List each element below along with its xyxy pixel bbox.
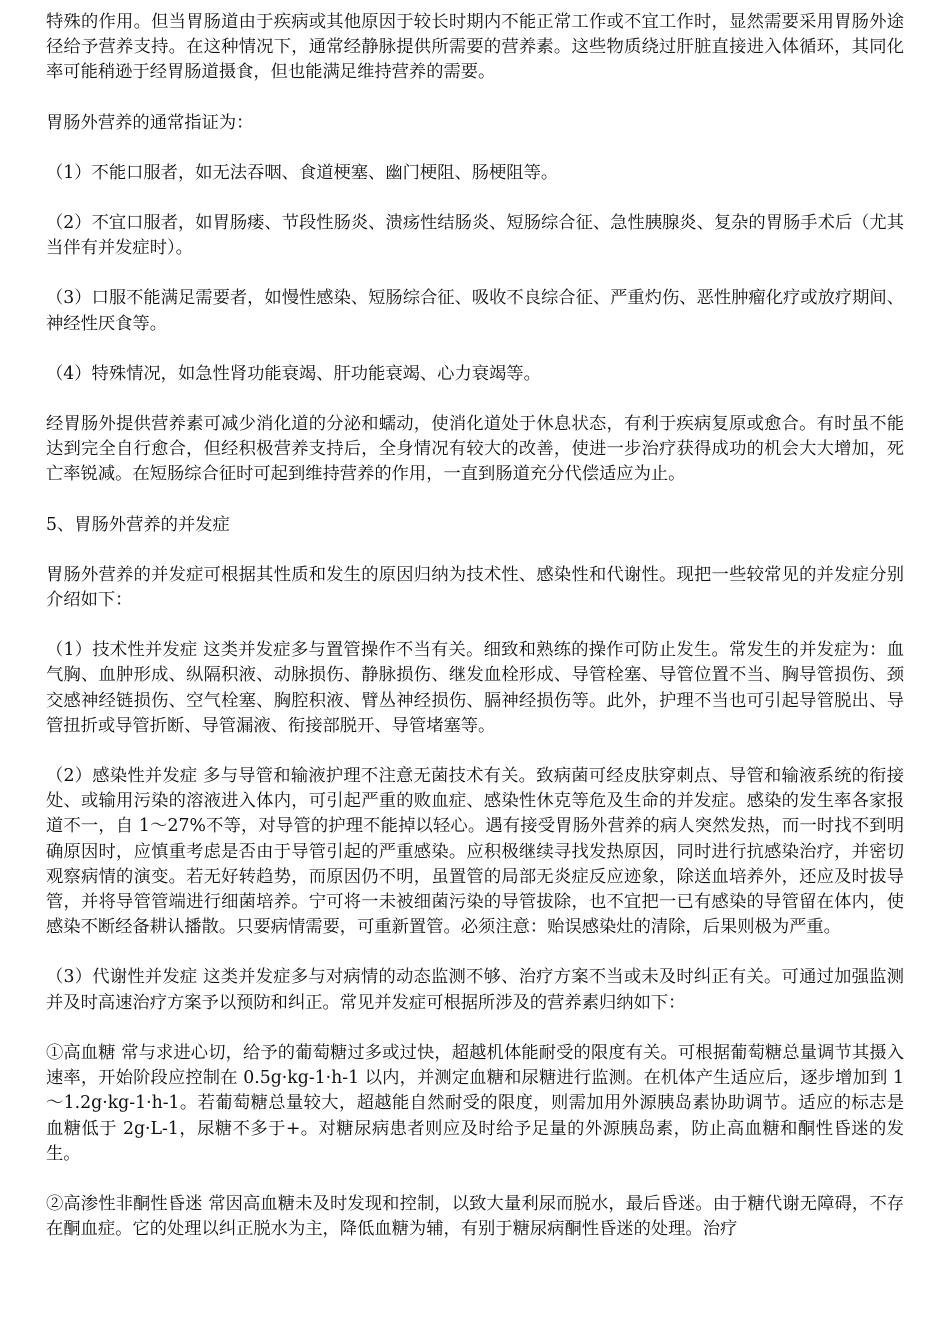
paragraph-hyperosmolar-coma: ②高渗性非酮性昏迷 常因高血糖未及时发现和控制，以致大量利尿而脱水，最后昏迷。由于糖代谢无障碍，不存在酮血症。它的处理以纠正脱水为主，降低血糖为辅，有别于糖尿病酮性昏迷的处理。治疗 (46, 1193, 904, 1240)
paragraph-hyperglycemia: ①高血糖 常与求进心切，给予的葡萄糖过多或过快，超越机体能耐受的限度有关。可根据葡萄糖总量调节其摄入速率，开始阶段应控制在 0.5g·kg-1·h-1 以内，并测定血糖和尿糖进行监测。在机体产生适应后，逐步增加到 1～1.2g·kg-1·h-1。若葡萄糖总量较大，超越能自然耐受的限度，则需加用外源胰岛素协助调节。适应的标志是血糖低于 2g·L-1，尿糖不多于+。对糖尿病患者则应及时给予足量的外源胰岛素，防止高血糖和酮性昏迷的发生。 (46, 1042, 904, 1164)
paragraph-indication-4: （4）特殊情况，如急性肾功能衰竭、肝功能衰竭、心力衰竭等。 (46, 363, 541, 384)
paragraph-complications-intro: 胃肠外营养的并发症可根据其性质和发生的原因归纳为技术性、感染性和代谢性。现把一些较常见的并发症分别介绍如下： (46, 564, 904, 611)
section-heading-complications: 5、胃肠外营养的并发症 (46, 514, 230, 535)
paragraph-benefits: 经胃肠外提供营养素可减少消化道的分泌和蠕动，使消化道处于休息状态，有利于疾病复原或愈合。有时虽不能达到完全自行愈合，但经积极营养支持后，全身情况有较大的改善，使进一步治疗获得成功的机会大大增加，死亡率锐减。在短肠综合征时可起到维持营养的作用，一直到肠道充分代偿适应为止。 (46, 414, 904, 485)
paragraph-indication-1: （1）不能口服者，如无法吞咽、食道梗塞、幽门梗阻、肠梗阻等。 (46, 162, 559, 183)
paragraph-parenteral-intro: 特殊的作用。但当胃肠道由于疾病或其他原因于较长时期内不能正常工作或不宜工作时，显然需要采用胃肠外途径给予营养支持。在这种情况下，通常经静脉提供所需要的营养素。这些物质绕过肝脏直接进入体循环，其同化率可能稍逊于经胃肠道摄食，但也能满足维持营养的需要。 (46, 12, 904, 83)
paragraph-indication-3: （3）口服不能满足需要者，如慢性感染、短肠综合征、吸收不良综合征、严重灼伤、恶性肿瘤化疗或放疗期间、神经性厌食等。 (46, 288, 904, 334)
paragraph-indication-2: （2）不宜口服者，如胃肠瘘、节段性肠炎、溃疡性结肠炎、短肠综合征、急性胰腺炎、复杂的胃肠手术后（尤其当伴有并发症时）。 (46, 213, 904, 259)
paragraph-infectious-complications: （2）感染性并发症 多与导管和输液护理不注意无菌技术有关。致病菌可经皮肤穿刺点、导管和输液系统的衔接处、或输用污染的溶液进入体内，可引起严重的败血症、感染性休克等危及生命的并发症。感染的发生率各家报道不一，自 1～27%不等，对导管的护理不能掉以轻心。遇有接受胃肠外营养的病人突然发热，而一时找不到明确原因时，应慎重考虑是否由于导管引起的严重感染。应积极继续寻找发热原因，同时进行抗感染治疗，并密切观察病情的演变。若无好转趋势，而原因仍不明，虽置管的局部无炎症反应迹象，除送血培养外，还应及时拔导管，并将导管管端进行细菌培养。宁可将一未被细菌污染的导管拔除，也不宜把一已有感染的导管留在体内，使感染不断经备耕认播散。只要病情需要，可重新置管。必须注意：贻误感染灶的清除，后果则极为严重。 (46, 766, 904, 938)
paragraph-metabolic-complications: （3）代谢性并发症 这类并发症多与对病情的动态监测不够、治疗方案不当或未及时纠正有关。可通过加强监测并及时高速治疗方案予以预防和纠正。常见并发症可根据所涉及的营养素归纳如下： (46, 967, 904, 1013)
paragraph-technical-complications: （1）技术性并发症 这类并发症多与置管操作不当有关。细致和熟练的操作可防止发生。常发生的并发症为：血气胸、血肿形成、纵隔积液、动脉损伤、静脉损伤、继发血栓形成、导管栓塞、导管位置不当、胸导管损伤、颈交感神经链损伤、空气栓塞、胸腔积液、臂丛神经损伤、膈神经损伤等。此外，护理不当也可引起导管脱出、导管扭折或导管折断、导管漏液、衔接部脱开、导管堵塞等。 (46, 640, 904, 736)
paragraph-indications-lead: 胃肠外营养的通常指证为： (46, 112, 254, 133)
